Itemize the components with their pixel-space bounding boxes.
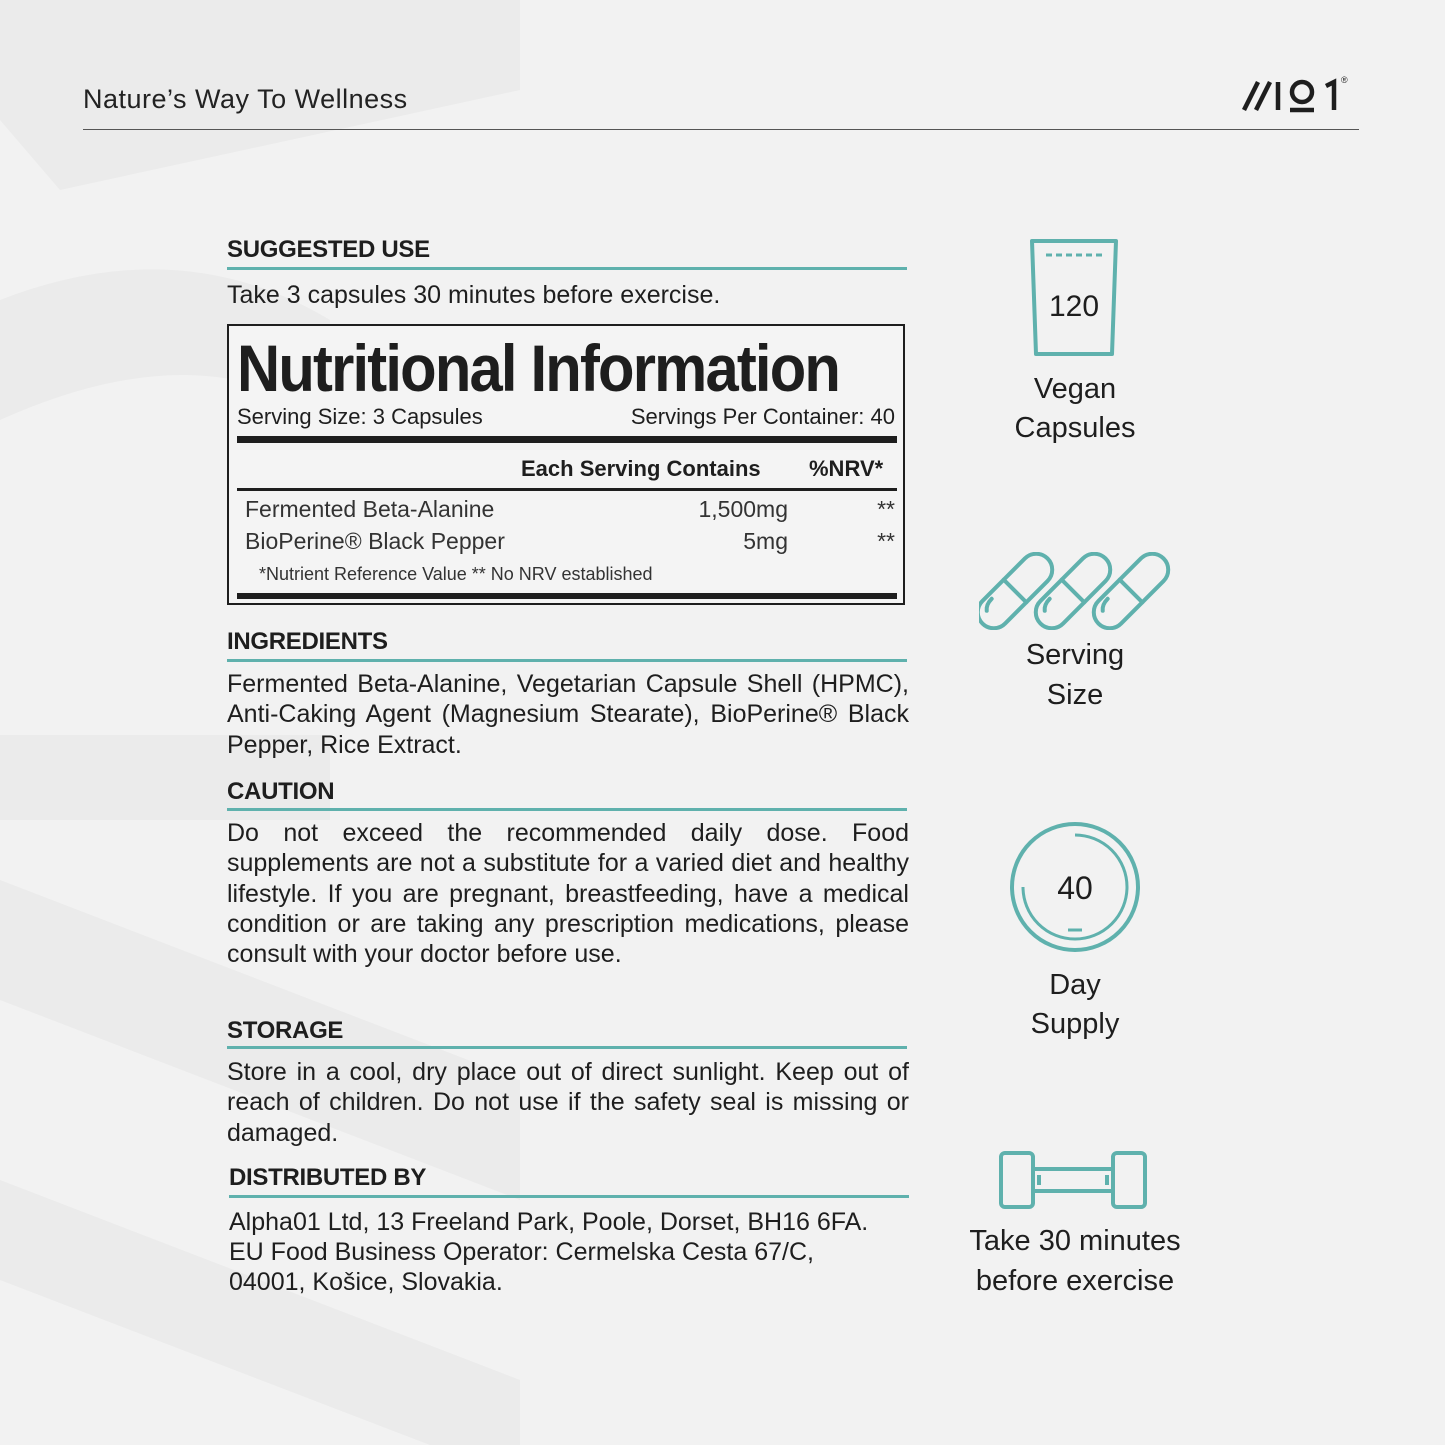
column-header-nrv: %NRV*: [809, 456, 884, 481]
column-header-contains: Each Serving Contains: [521, 456, 761, 481]
suggested-use-text: Take 3 capsules 30 minutes before exercise.: [227, 281, 721, 309]
capsules-icon: [979, 552, 1173, 630]
ingredients-title: INGREDIENTS: [227, 628, 388, 655]
feature-label: Size: [1046, 679, 1104, 711]
nutrient-nrv: **: [877, 496, 895, 522]
brand-logo-icon: [1240, 70, 1365, 118]
dumbbell-icon: [998, 1148, 1148, 1212]
nutrient-name: BioPerine® Black Pepper: [245, 528, 505, 554]
ingredients-text: Fermented Beta-Alanine, Vegetarian Capsule Shell (HPMC), Anti-Caking Agent (Magnesium Stearate), BioPerine® Black Pepper, Rice Extract.: [227, 670, 909, 759]
caution-title: CAUTION: [227, 778, 335, 805]
distributed-title: DISTRIBUTED BY: [229, 1164, 427, 1191]
thick-divider: [237, 436, 897, 443]
feature-column: [925, 0, 1225, 1445]
brand-logo: [1240, 70, 1365, 118]
suggested-use-title: SUGGESTED USE: [227, 236, 430, 263]
nutrient-amount: 5mg: [743, 528, 788, 554]
suggested-use-divider: [227, 267, 907, 270]
feature-label: Capsules: [1014, 412, 1136, 444]
header-divider-line: [237, 488, 897, 491]
nutrient-nrv: **: [877, 528, 895, 554]
ingredients-divider: [227, 659, 907, 662]
serving-row: [237, 404, 895, 430]
feature-label: Serving: [1025, 639, 1125, 671]
storage-text: Store in a cool, dry place out of direct sunlight. Keep out of reach of children. Do not use if the safety seal is missing or damaged.: [227, 1058, 909, 1147]
bottom-thick-divider: [237, 593, 897, 599]
distributed-divider: [229, 1195, 909, 1198]
nutrition-title: Nutritional Information: [237, 331, 840, 405]
pouch-value: 120: [1048, 290, 1100, 323]
nrv-footnote: *Nutrient Reference Value ** No NRV established: [259, 564, 653, 584]
pouch-icon: [1028, 238, 1120, 358]
storage-divider: [227, 1046, 907, 1049]
feature-label: before exercise: [975, 1265, 1175, 1297]
feature-label: Vegan: [1033, 373, 1117, 405]
clock-dial-icon: [1008, 820, 1142, 954]
distributed-line: Alpha01 Ltd, 13 Freeland Park, Poole, Dorset, BH16 6FA.: [229, 1208, 869, 1236]
distributed-line: EU Food Business Operator: Cermelska Cesta 67/C,: [229, 1238, 814, 1266]
distributed-line: 04001, Košice, Slovakia.: [229, 1268, 503, 1296]
nutrient-name: Fermented Beta-Alanine: [245, 496, 495, 522]
serving-size: Serving Size: 3 Capsules: [237, 404, 483, 429]
feature-label: Take 30 minutes: [969, 1225, 1181, 1257]
dial-value: 40: [1057, 870, 1093, 906]
nutrition-panel: [227, 324, 905, 605]
caution-divider: [227, 808, 907, 811]
label-column: [227, 0, 909, 1445]
caution-text: Do not exceed the recommended daily dose. Food supplements are not a substitute for a varied diet and healthy lifestyle. If you are pregnant, breastfeeding, have a medical condition or are taking any prescription medications, please consult with your doctor before use.: [227, 819, 909, 969]
nutrient-amount: 1,500mg: [698, 496, 788, 522]
tagline: Nature’s Way To Wellness: [83, 84, 408, 114]
feature-label: Day: [1049, 969, 1101, 1001]
storage-title: STORAGE: [227, 1017, 344, 1044]
servings-per-container: Servings Per Container: 40: [630, 404, 895, 429]
feature-label: Supply: [1030, 1008, 1120, 1040]
brand-mark: ®: [1341, 75, 1348, 85]
